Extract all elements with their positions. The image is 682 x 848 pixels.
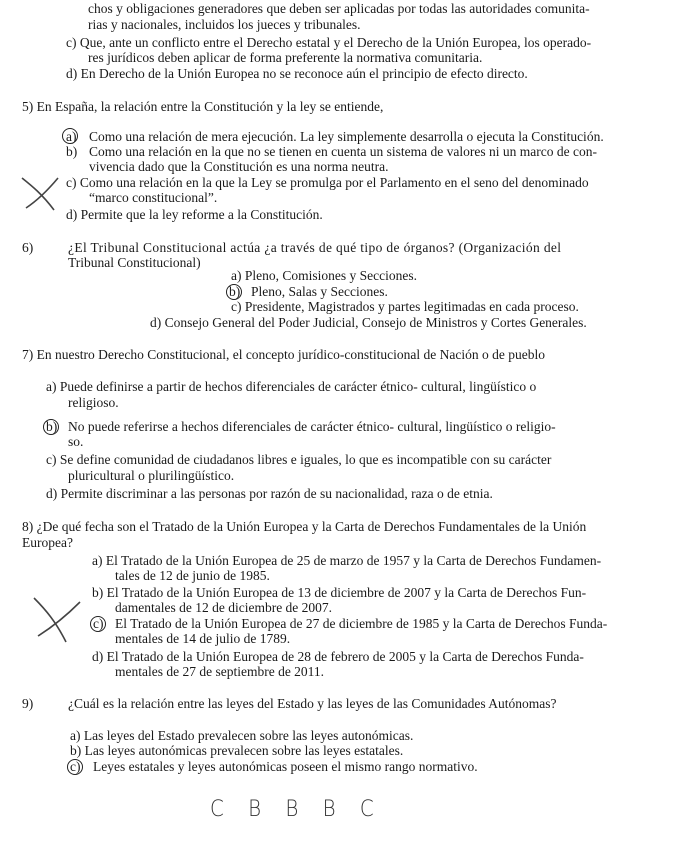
- q6-option-d: d) Consejo General del Poder Judicial, Consejo de Ministros y Cortes Generales.: [150, 315, 587, 330]
- q5-option-b-letter: b): [66, 144, 78, 159]
- q6-question-line1: ¿El Tribunal Constitucional actúa ¿a través de qué tipo de órganos? (Organización del: [68, 240, 562, 255]
- q6-option-c: c) Presidente, Magistrados y partes legitimadas en cada proceso.: [231, 299, 579, 314]
- q5-option-a-letter: a): [66, 129, 77, 144]
- q6-option-b: Pleno, Salas y Secciones.: [251, 284, 388, 299]
- q7-option-a-line1: a) Puede definirse a partir de hechos diferenciales de carácter étnico- cultural, lingüístico o: [46, 379, 537, 394]
- q8-question-line2: Europea?: [22, 535, 73, 550]
- q4-option-d: d) En Derecho de la Unión Europea no se reconoce aún el principio de efecto directo.: [66, 66, 528, 81]
- q7-option-b-letter: b): [46, 419, 58, 434]
- q7-option-d: d) Permite discriminar a las personas por razón de su nacionalidad, raza o de etnia.: [46, 486, 493, 501]
- q4-cont-line1: chos y obligaciones generadores que deben ser aplicadas por todas las autoridades comunita-: [88, 1, 590, 16]
- q9-option-c: Leyes estatales y leyes autonómicas poseen el mismo rango normativo.: [93, 759, 478, 774]
- q4-option-c-line1: c) Que, ante un conflicto entre el Derecho estatal y el Derecho de la Unión Europea, los operado-: [66, 35, 592, 50]
- q8-option-d-line2: mentales de 27 de septiembre de 2011.: [115, 664, 325, 679]
- q6-option-a: a) Pleno, Comisiones y Secciones.: [231, 268, 417, 283]
- q8-option-a-line1: a) El Tratado de la Unión Europea de 25 de marzo de 1957 y la Carta de Derechos Fundamen-: [92, 553, 602, 568]
- q6-number: 6): [22, 240, 34, 255]
- q4-option-c-line2: res jurídicos deben aplicar de forma preferente la normativa comunitaria.: [88, 50, 483, 65]
- q7-option-c-line1: c) Se define comunidad de ciudadanos libres e iguales, lo que es incompatible con su carácter: [46, 452, 552, 467]
- q8-option-c-letter: c): [93, 616, 104, 631]
- q8-option-b-line2: damentales de 12 de diciembre de 2007.: [115, 600, 333, 615]
- q5-option-b-line1: Como una relación en la que no se tienen en cuenta un sistema de valores ni un marco de con-: [89, 144, 597, 159]
- q8-option-a-line2: tales de 12 de junio de 1985.: [115, 568, 270, 583]
- q9-option-b: b) Las leyes autonómicas prevalecen sobre las leyes estatales.: [70, 743, 404, 758]
- q5-question: 5) En España, la relación entre la Constitución y la ley se entiende,: [22, 99, 384, 114]
- q5-option-c-line2: “marco constitucional”.: [89, 190, 218, 205]
- handwritten-x-mark-icon: [28, 592, 84, 650]
- handwritten-answers: C B B B C: [210, 797, 383, 822]
- q9-number: 9): [22, 696, 34, 711]
- q7-option-c-line2: pluricultural o plurilingüístico.: [68, 468, 235, 483]
- q5-option-a: Como una relación de mera ejecución. La ley simplemente desarrolla o ejecuta la Constitución.: [89, 129, 604, 144]
- q7-option-a-line2: religioso.: [68, 395, 119, 410]
- q6-question-line2: Tribunal Constitucional): [68, 255, 201, 270]
- q7-option-b-line1: No puede referirse a hechos diferenciales de carácter étnico- cultural, lingüístico o religio-: [68, 419, 556, 434]
- q6-option-b-letter: b): [229, 284, 241, 299]
- q5-option-c-line1: c) Como una relación en la que la Ley se promulga por el Parlamento en el seno del denominado: [66, 175, 589, 190]
- q7-question: 7) En nuestro Derecho Constitucional, el concepto jurídico-constitucional de Nación o de pueblo: [22, 347, 545, 362]
- q9-option-c-letter: c): [70, 759, 81, 774]
- q8-option-d-line1: d) El Tratado de la Unión Europea de 28 de febrero de 2005 y la Carta de Derechos Funda-: [92, 649, 584, 664]
- q8-option-c-line2: mentales de 14 de julio de 1789.: [115, 631, 291, 646]
- q8-question-line1: 8) ¿De qué fecha son el Tratado de la Unión Europea y la Carta de Derechos Fundamentales de la Unión: [22, 519, 587, 534]
- handwritten-x-mark-icon: [18, 172, 62, 216]
- q8-option-b-line1: b) El Tratado de la Unión Europea de 13 de diciembre de 2007 y la Carta de Derechos Fun-: [92, 585, 587, 600]
- q4-cont-line2: rias y nacionales, incluidos los jueces y tribunales.: [88, 17, 361, 32]
- q9-option-a: a) Las leyes del Estado prevalecen sobre las leyes autonómicas.: [70, 728, 414, 743]
- q8-option-c-line1: El Tratado de la Unión Europea de 27 de diciembre de 1985 y la Carta de Derechos Funda-: [115, 616, 608, 631]
- q7-option-b-line2: so.: [68, 434, 84, 449]
- q9-question: ¿Cuál es la relación entre las leyes del Estado y las leyes de las Comunidades Autónomas?: [68, 696, 557, 711]
- q5-option-b-line2: vivencia dado que la Constitución es una norma neutra.: [89, 159, 389, 174]
- q5-option-d: d) Permite que la ley reforme a la Constitución.: [66, 207, 323, 222]
